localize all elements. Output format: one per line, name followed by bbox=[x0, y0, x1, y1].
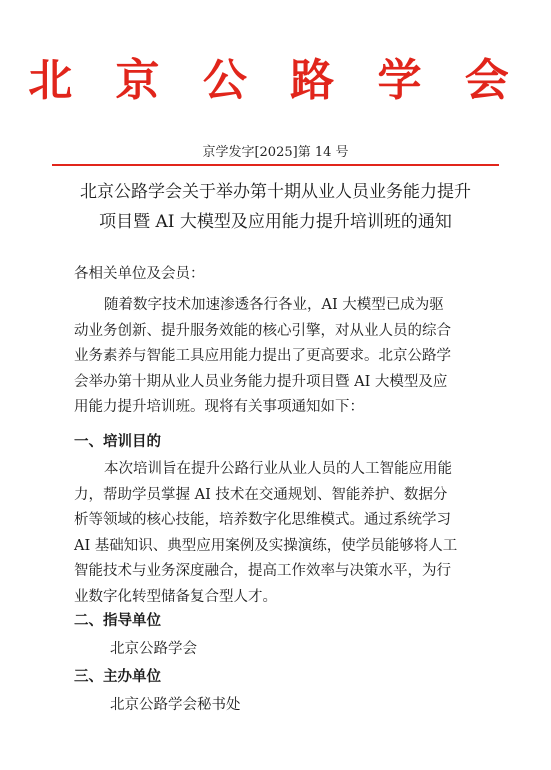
section-heading-purpose: 一、培训目的 bbox=[74, 434, 161, 450]
paragraph-line: 业务素养与智能工具应用能力提出了更高要求。北京公路学 bbox=[74, 348, 451, 365]
paragraph-line: 会举办第十期从业人员业务能力提升项目暨 AI 大模型及应 bbox=[74, 373, 448, 390]
paragraph-line: 力，帮助学员掌握 AI 技术在交通规划、智能养护、数据分 bbox=[74, 486, 448, 503]
letterhead-divider bbox=[52, 164, 499, 166]
intro-paragraph bbox=[74, 293, 494, 421]
purpose-paragraph bbox=[74, 457, 494, 611]
host-unit: 北京公路学会秘书处 bbox=[110, 697, 241, 713]
organization-letterhead: 北 京 公 路 学 会 bbox=[28, 55, 523, 106]
document-number: 京学发字[2025]第 14 号 bbox=[202, 145, 349, 160]
paragraph-line: 用能力提升培训班。现将有关事项通知如下： bbox=[74, 399, 364, 416]
paragraph-line: 业数字化转型储备复合型人才。 bbox=[74, 588, 277, 605]
paragraph-line: 动业务创新、提升服务效能的核心引擎，对从业人员的综合 bbox=[74, 322, 451, 339]
paragraph-line: 智能技术与业务深度融合，提高工作效率与决策水平，为行 bbox=[74, 563, 451, 580]
salutation bbox=[74, 262, 494, 288]
guidance-unit: 北京公路学会 bbox=[110, 641, 197, 657]
section-heading-host: 三、主办单位 bbox=[74, 669, 161, 685]
notice-title-line: 项目暨 AI 大模型及应用能力提升培训班的通知 bbox=[99, 212, 452, 232]
salutation-text: 各相关单位及会员： bbox=[74, 266, 205, 282]
paragraph-line: 随着数字技术加速渗透各行各业，AI 大模型已成为驱 bbox=[104, 297, 444, 313]
notice-title-line: 北京公路学会关于举办第十期从业人员业务能力提升 bbox=[80, 182, 471, 202]
notice-title bbox=[40, 177, 511, 237]
paragraph-line: 析等领域的核心技能，培养数字化思维模式。通过系统学习 bbox=[74, 512, 451, 529]
paragraph-line: AI 基础知识、典型应用案例及实操演练，使学员能够将人工 bbox=[74, 537, 458, 554]
paragraph-line: 本次培训旨在提升公路行业从业人员的人工智能应用能 bbox=[104, 461, 452, 477]
section-heading-guidance: 二、指导单位 bbox=[74, 613, 161, 629]
